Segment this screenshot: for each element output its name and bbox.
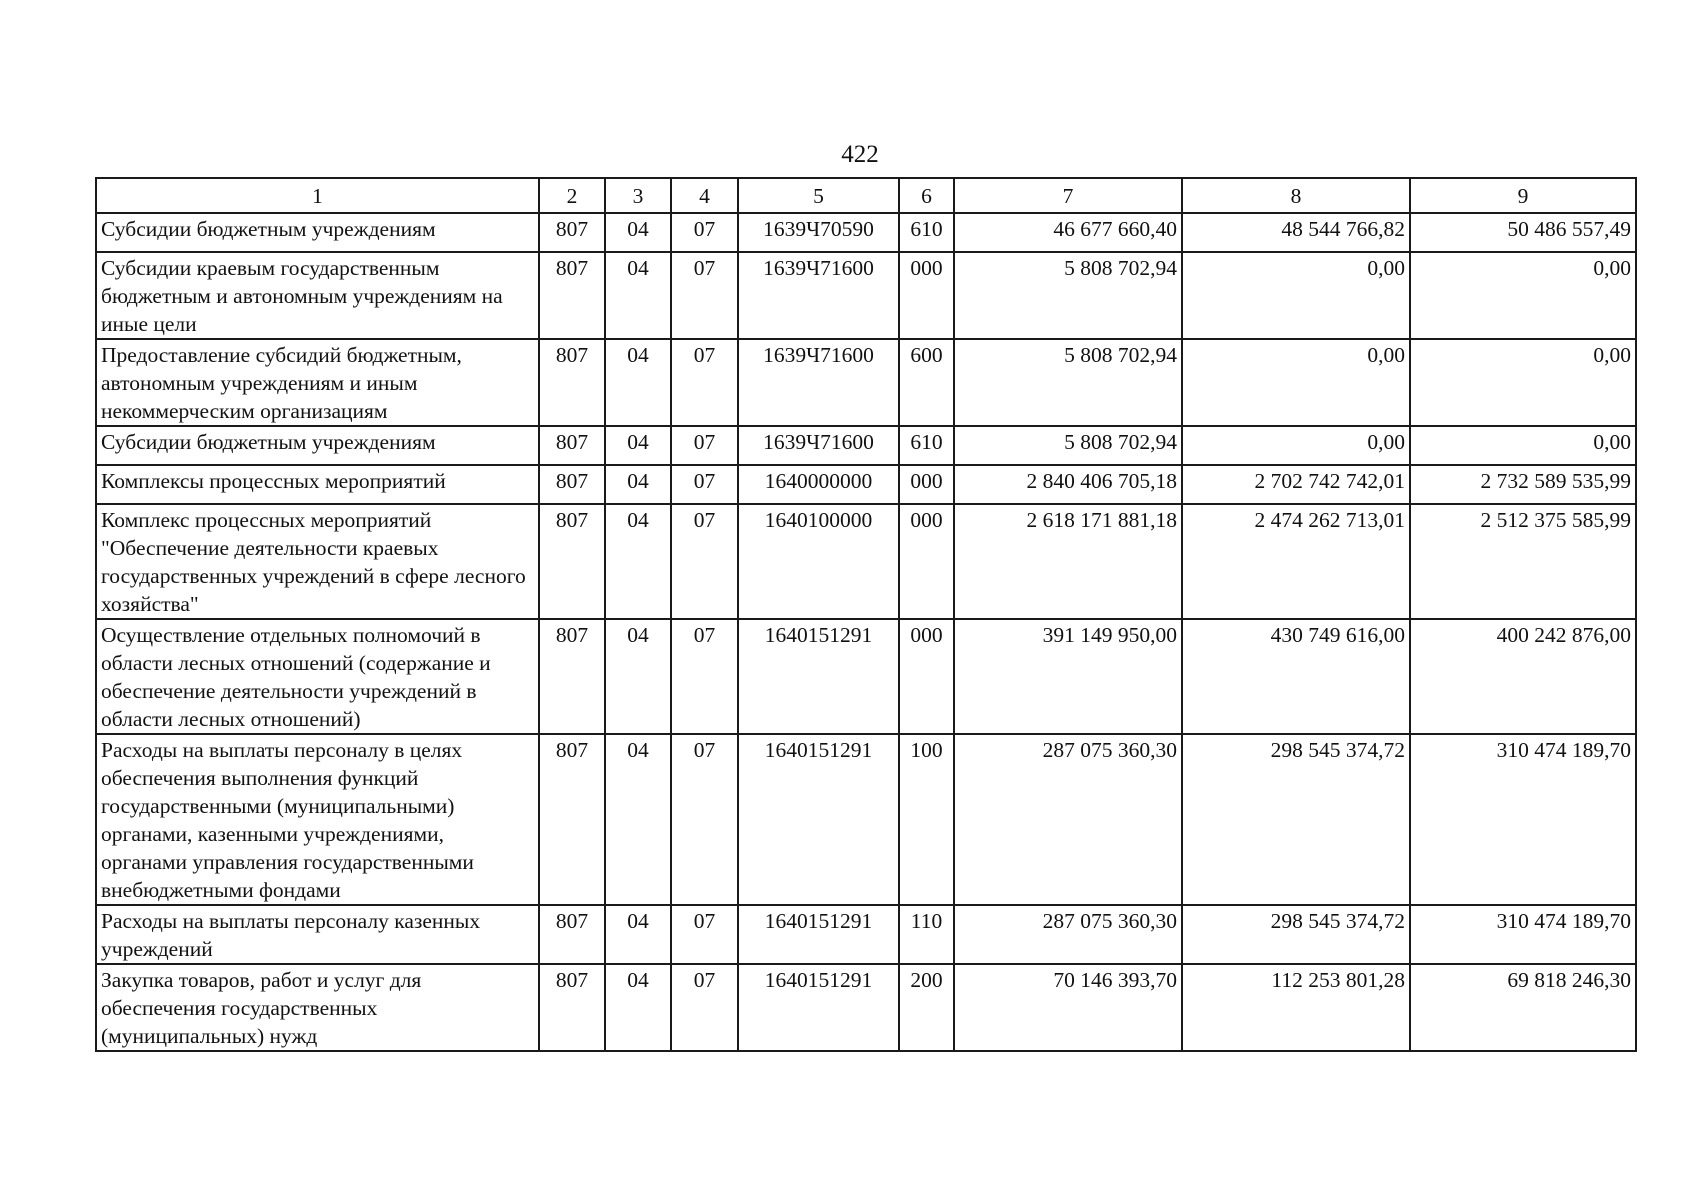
target-article-code: 1640151291 [738,619,899,734]
row-name: Закупка товаров, работ и услуг для обеспечения государственных (муниципальных) нужд [96,964,539,1051]
column-header: 7 [954,178,1182,213]
subsection-code: 07 [671,504,738,619]
subsection-code: 07 [671,964,738,1051]
subsection-code: 07 [671,426,738,465]
subsection-code: 07 [671,905,738,964]
ministry-code: 807 [539,964,605,1051]
target-article-code: 1640000000 [738,465,899,504]
subsection-code: 07 [671,213,738,252]
amount-col9: 310 474 189,70 [1410,905,1636,964]
row-name: Расходы на выплаты персоналу в целях обеспечения выполнения функций государственными (муниципальными) органами, казенными учреждениями, органами управления государственными внебюджетными фондами [96,734,539,905]
ministry-code: 807 [539,426,605,465]
amount-col7: 46 677 660,40 [954,213,1182,252]
amount-col9: 2 512 375 585,99 [1410,504,1636,619]
section-code: 04 [605,964,671,1051]
column-header: 1 [96,178,539,213]
amount-col9: 400 242 876,00 [1410,619,1636,734]
amount-col9: 310 474 189,70 [1410,734,1636,905]
amount-col7: 5 808 702,94 [954,426,1182,465]
amount-col8: 2 474 262 713,01 [1182,504,1410,619]
row-name: Расходы на выплаты персоналу казенных учреждений [96,905,539,964]
amount-col8: 2 702 742 742,01 [1182,465,1410,504]
row-name: Комплексы процессных мероприятий [96,465,539,504]
subsection-code: 07 [671,252,738,339]
page-number: 422 [841,141,879,168]
expense-type-code: 000 [899,252,954,339]
column-header: 4 [671,178,738,213]
expense-type-code: 000 [899,504,954,619]
expense-type-code: 000 [899,465,954,504]
row-name: Комплекс процессных мероприятий "Обеспечение деятельности краевых государственных учреждений в сфере лесного хозяйства" [96,504,539,619]
ministry-code: 807 [539,905,605,964]
column-header: 2 [539,178,605,213]
row-name: Субсидии бюджетным учреждениям [96,213,539,252]
ministry-code: 807 [539,339,605,426]
target-article-code: 1640151291 [738,964,899,1051]
expense-type-code: 200 [899,964,954,1051]
target-article-code: 1639Ч71600 [738,339,899,426]
amount-col7: 2 618 171 881,18 [954,504,1182,619]
section-code: 04 [605,905,671,964]
table-row [96,339,1636,426]
subsection-code: 07 [671,619,738,734]
section-code: 04 [605,426,671,465]
table-row [96,465,1636,504]
amount-col7: 287 075 360,30 [954,734,1182,905]
amount-col7: 5 808 702,94 [954,339,1182,426]
amount-col7: 391 149 950,00 [954,619,1182,734]
amount-col8: 298 545 374,72 [1182,905,1410,964]
target-article-code: 1640100000 [738,504,899,619]
target-article-code: 1639Ч71600 [738,426,899,465]
table-row [96,619,1636,734]
ministry-code: 807 [539,252,605,339]
subsection-code: 07 [671,465,738,504]
row-name: Предоставление субсидий бюджетным, автономным учреждениям и иным некоммерческим организациям [96,339,539,426]
expense-type-code: 600 [899,339,954,426]
amount-col9: 2 732 589 535,99 [1410,465,1636,504]
column-header: 3 [605,178,671,213]
expense-type-code: 100 [899,734,954,905]
amount-col9: 0,00 [1410,339,1636,426]
amount-col7: 2 840 406 705,18 [954,465,1182,504]
section-code: 04 [605,619,671,734]
column-header: 5 [738,178,899,213]
row-name: Осуществление отдельных полномочий в области лесных отношений (содержание и обеспечение деятельности учреждений в области лесных отношений) [96,619,539,734]
budget-table [95,177,1637,1052]
amount-col8: 0,00 [1182,426,1410,465]
amount-col8: 0,00 [1182,339,1410,426]
amount-col7: 5 808 702,94 [954,252,1182,339]
amount-col8: 48 544 766,82 [1182,213,1410,252]
amount-col8: 430 749 616,00 [1182,619,1410,734]
expense-type-code: 610 [899,213,954,252]
ministry-code: 807 [539,465,605,504]
expense-type-code: 110 [899,905,954,964]
column-header: 8 [1182,178,1410,213]
table-row [96,734,1636,905]
expense-type-code: 000 [899,619,954,734]
amount-col8: 0,00 [1182,252,1410,339]
target-article-code: 1639Ч70590 [738,213,899,252]
target-article-code: 1640151291 [738,734,899,905]
section-code: 04 [605,734,671,905]
section-code: 04 [605,213,671,252]
table-row [96,964,1636,1051]
target-article-code: 1640151291 [738,905,899,964]
table-row [96,504,1636,619]
amount-col7: 70 146 393,70 [954,964,1182,1051]
ministry-code: 807 [539,504,605,619]
subsection-code: 07 [671,734,738,905]
section-code: 04 [605,465,671,504]
ministry-code: 807 [539,619,605,734]
amount-col9: 50 486 557,49 [1410,213,1636,252]
table-row [96,905,1636,964]
table-row [96,213,1636,252]
amount-col8: 298 545 374,72 [1182,734,1410,905]
column-header: 6 [899,178,954,213]
row-name: Субсидии бюджетным учреждениям [96,426,539,465]
section-code: 04 [605,339,671,426]
table-row [96,252,1636,339]
ministry-code: 807 [539,213,605,252]
section-code: 04 [605,504,671,619]
amount-col9: 0,00 [1410,426,1636,465]
header-row [96,178,1636,213]
row-name: Субсидии краевым государственным бюджетным и автономным учреждениям на иные цели [96,252,539,339]
table-row [96,426,1636,465]
amount-col8: 112 253 801,28 [1182,964,1410,1051]
section-code: 04 [605,252,671,339]
target-article-code: 1639Ч71600 [738,252,899,339]
ministry-code: 807 [539,734,605,905]
amount-col9: 0,00 [1410,252,1636,339]
amount-col9: 69 818 246,30 [1410,964,1636,1051]
amount-col7: 287 075 360,30 [954,905,1182,964]
column-header: 9 [1410,178,1636,213]
subsection-code: 07 [671,339,738,426]
expense-type-code: 610 [899,426,954,465]
